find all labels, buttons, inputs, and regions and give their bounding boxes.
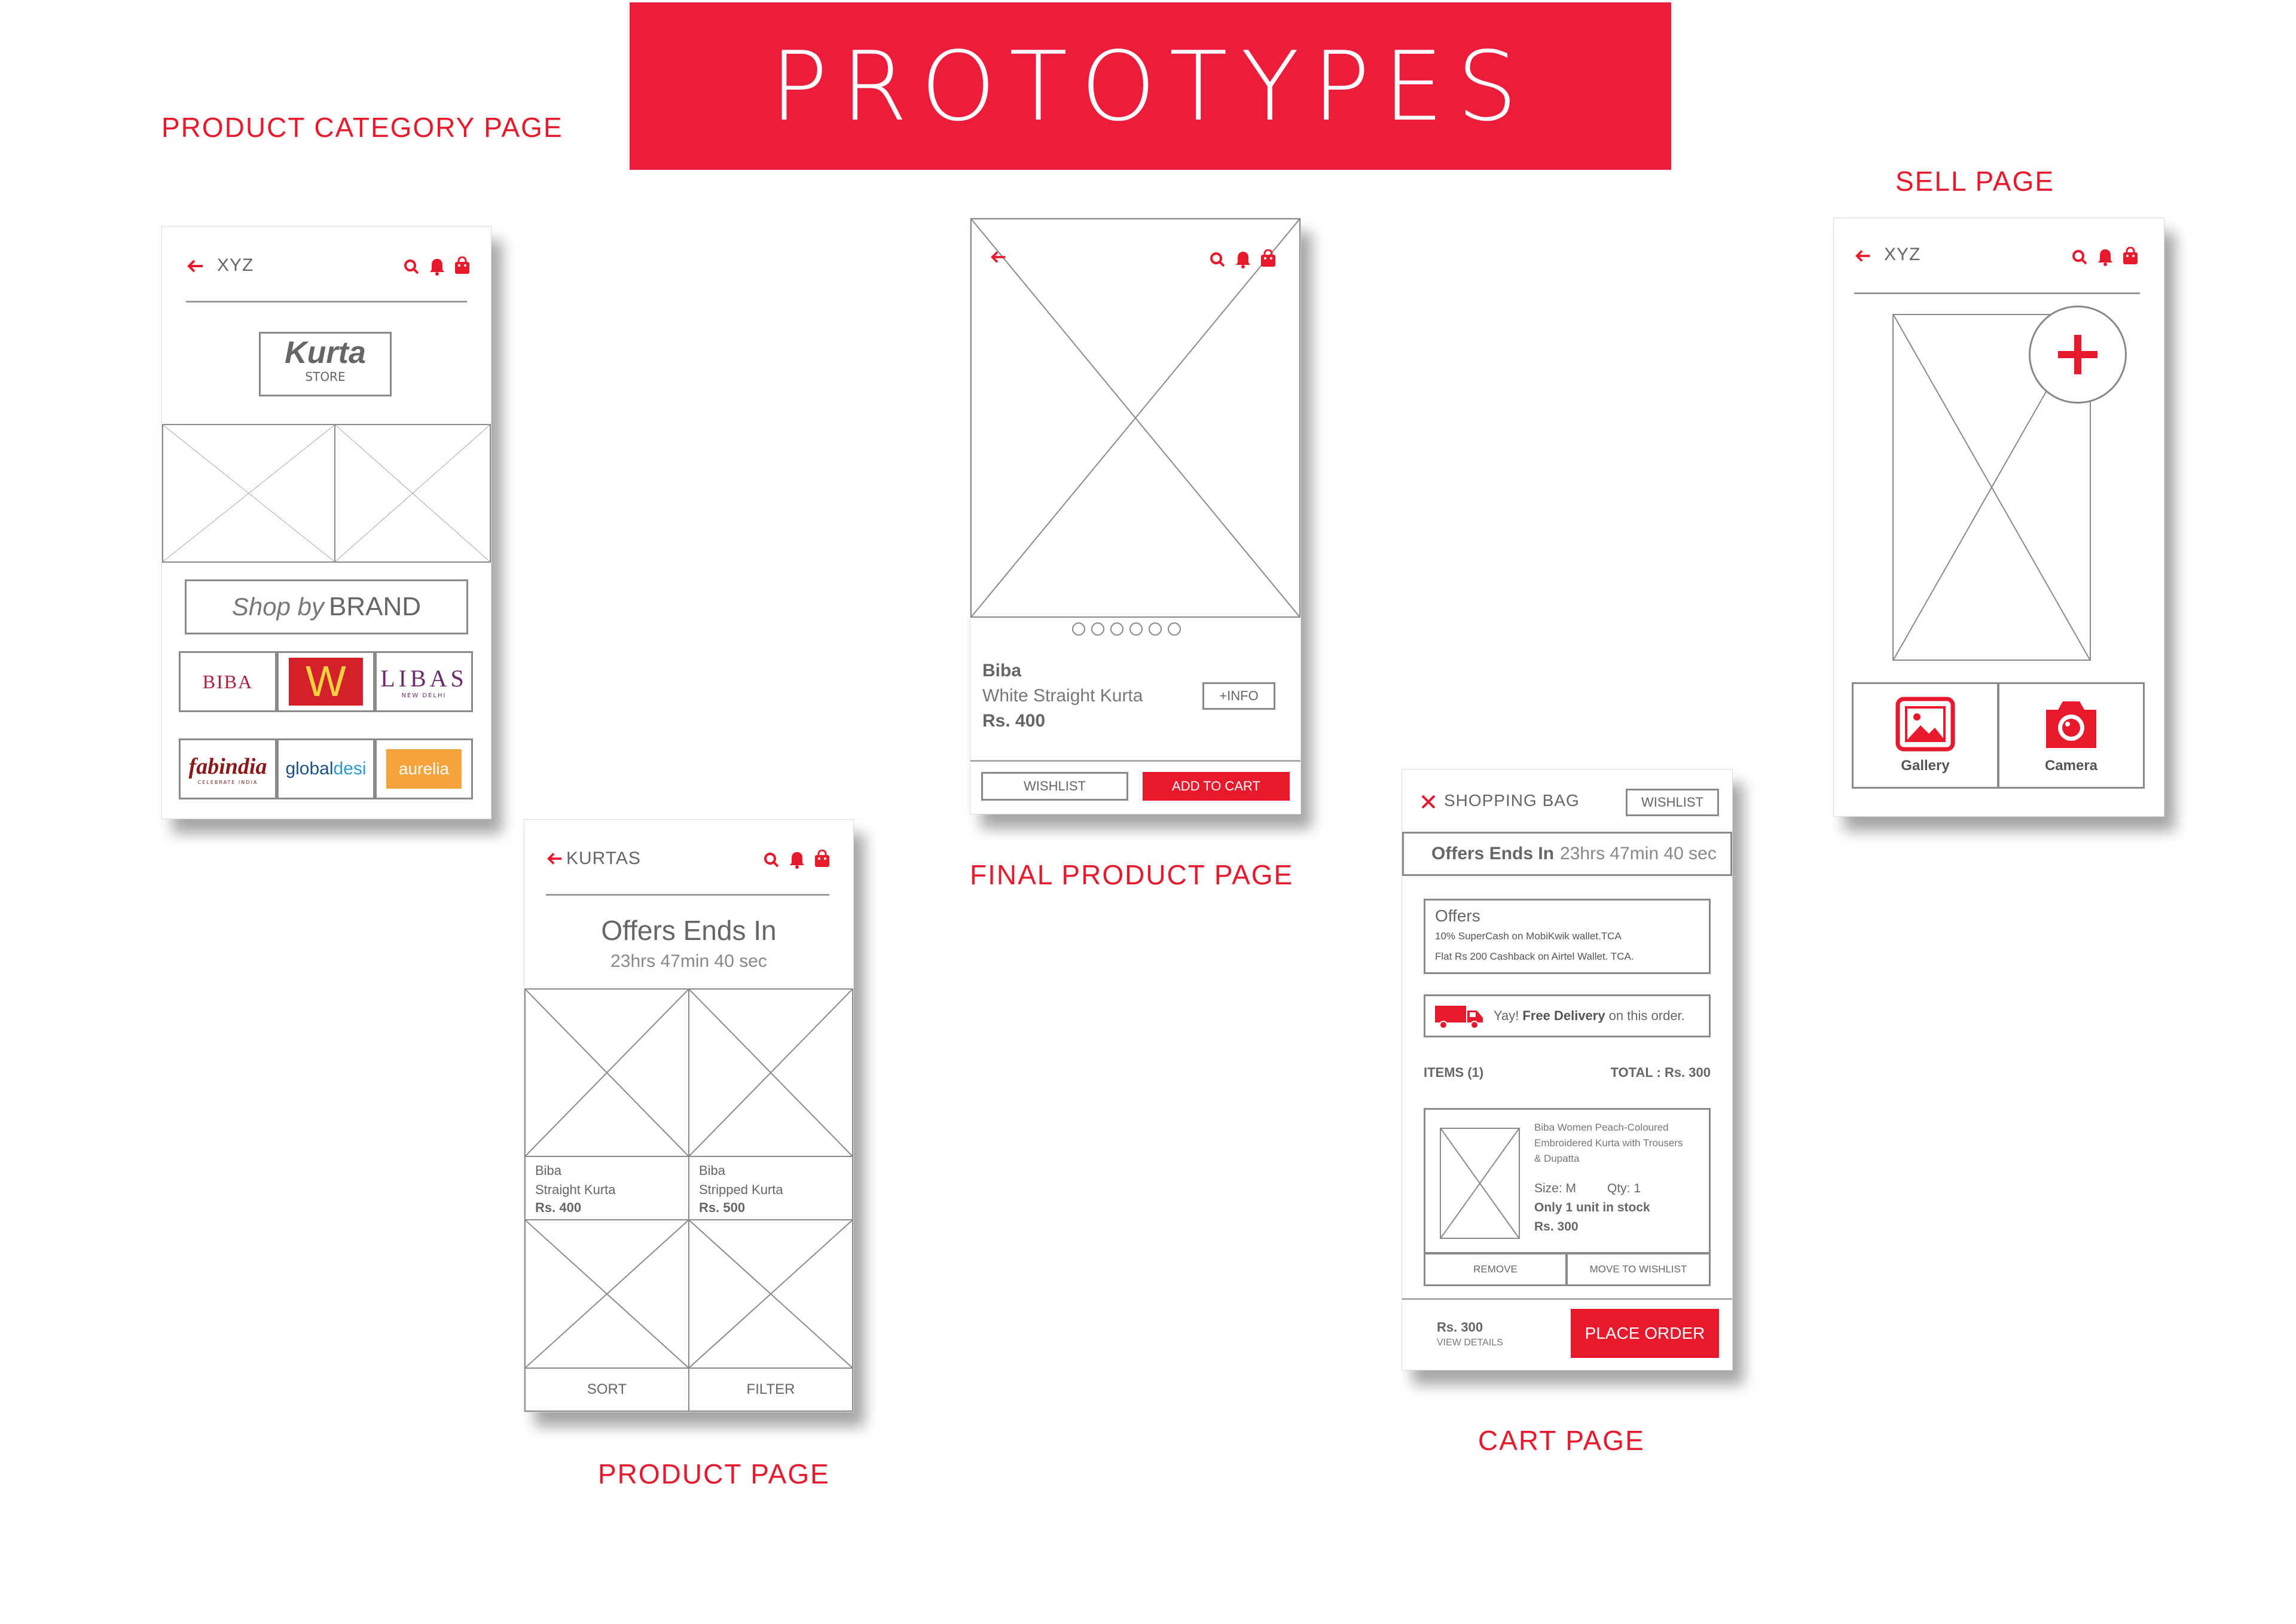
brand-tile-globaldesi[interactable] (277, 738, 375, 799)
brand-libas-sub: NEW DELHI (401, 692, 447, 699)
store-subtitle: STORE (305, 370, 346, 384)
brand-w: W (306, 658, 346, 706)
brand-fabindia-sub: CELEBRATE INDIA (197, 779, 258, 785)
carousel-dot[interactable] (1110, 622, 1123, 636)
bell-icon[interactable] (789, 851, 805, 869)
search-icon[interactable] (764, 852, 779, 868)
offers-title: Offers (1435, 906, 1480, 925)
product-price: Rs. 500 (699, 1200, 746, 1215)
back-arrow-icon[interactable] (546, 850, 564, 868)
final-brand: Biba (982, 661, 1022, 680)
product-price: Rs. 400 (535, 1200, 582, 1215)
cart-item-desc-2: Embroidered Kurta with Trousers (1534, 1137, 1683, 1149)
place-order-button[interactable]: PLACE ORDER (1571, 1309, 1719, 1358)
carousel-dot[interactable] (1168, 622, 1181, 636)
wishlist-button[interactable]: WISHLIST (981, 772, 1128, 801)
brand-tile-fabindia[interactable] (179, 738, 277, 799)
category-phone (161, 226, 491, 819)
sort-button[interactable]: SORT (524, 1367, 689, 1412)
plus-icon (2056, 332, 2100, 377)
cart-title: SHOPPING BAG (1444, 791, 1580, 810)
camera-label: Camera (2044, 758, 2098, 774)
final-product-name: White Straight Kurta (982, 686, 1143, 706)
product-card-info[interactable] (524, 1156, 689, 1220)
product-image-placeholder[interactable] (688, 1219, 853, 1369)
brand-aurelia-logo (386, 749, 462, 789)
back-arrow-icon[interactable] (1854, 247, 1872, 265)
category-app-name: XYZ (217, 255, 254, 275)
offers-box (1424, 899, 1711, 974)
sell-phone (1833, 218, 2164, 817)
gallery-label: Gallery (1901, 758, 1950, 774)
cart-item-image[interactable] (1440, 1128, 1520, 1239)
move-to-wishlist-button[interactable]: MOVE TO WISHLIST (1566, 1253, 1711, 1286)
brand-tile-aurelia[interactable] (375, 738, 473, 799)
cart-offer-countdown (1402, 832, 1732, 876)
product-card-info[interactable] (688, 1156, 853, 1220)
close-icon[interactable] (1420, 793, 1437, 810)
carousel-dots[interactable] (1072, 622, 1199, 643)
sell-app-name: XYZ (1884, 245, 1921, 264)
product-brand: Biba (535, 1163, 562, 1178)
gallery-icon (1895, 697, 1955, 752)
carousel-dot[interactable] (1129, 622, 1143, 636)
cart-item-stock: Only 1 unit in stock (1534, 1201, 1650, 1214)
search-icon[interactable] (2072, 249, 2087, 265)
brand-libas: LIBAS (380, 665, 468, 692)
banner-title: PROTOTYPES (770, 30, 1531, 142)
brand-tile-biba[interactable] (179, 651, 277, 712)
items-count: ITEMS (1) (1424, 1065, 1484, 1080)
footer-divider (970, 760, 1300, 762)
label-product-page: PRODUCT PAGE (598, 1458, 830, 1489)
filter-button[interactable]: FILTER (688, 1367, 853, 1412)
brand-tile-w[interactable] (277, 651, 375, 712)
gallery-button[interactable] (1852, 682, 1999, 789)
camera-icon (2041, 697, 2101, 752)
brand-global: global (285, 759, 334, 779)
back-arrow-icon[interactable] (186, 257, 205, 276)
remove-button[interactable]: REMOVE (1424, 1253, 1567, 1286)
label-cart-page: CART PAGE (1478, 1425, 1645, 1456)
banner-placeholder-2[interactable] (334, 424, 491, 563)
add-item-button[interactable] (2029, 306, 2127, 404)
cart-item (1424, 1108, 1711, 1254)
brand-desi: desi (333, 759, 367, 779)
delivery-bold: Free Delivery (1522, 1008, 1605, 1023)
banner-placeholder-1[interactable] (162, 424, 335, 563)
header-divider (186, 301, 467, 303)
brand-text: BRAND (329, 592, 422, 621)
product-hero-image[interactable] (970, 218, 1300, 618)
header-divider (546, 894, 829, 896)
cart-item-price: Rs. 300 (1534, 1220, 1578, 1234)
product-name: Straight Kurta (535, 1182, 616, 1197)
cart-item-qty: Qty: 1 (1607, 1182, 1641, 1195)
final-price: Rs. 400 (982, 711, 1046, 731)
final-phone (970, 218, 1301, 814)
delivery-pre: Yay! (1494, 1008, 1519, 1023)
bell-icon[interactable] (429, 258, 445, 276)
brand-biba: BIBA (202, 670, 254, 692)
brand-tile-libas[interactable] (375, 651, 473, 712)
cart-total: TOTAL : Rs. 300 (1610, 1065, 1711, 1080)
cart-item-size: Size: M (1534, 1182, 1577, 1195)
search-icon[interactable] (404, 259, 419, 274)
cart-item-desc-1: Biba Women Peach-Coloured (1534, 1122, 1669, 1133)
brand-aurelia: aurelia (398, 759, 450, 778)
cart-phone (1402, 769, 1733, 1370)
brand-w-logo (289, 658, 363, 706)
product-brand: Biba (699, 1163, 726, 1178)
search-icon[interactable] (1210, 252, 1225, 267)
bag-icon[interactable] (1260, 249, 1277, 267)
footer-divider (1402, 1298, 1732, 1300)
shop-by-brand-heading (185, 579, 468, 634)
cart-wishlist-button[interactable]: WISHLIST (1626, 789, 1719, 816)
product-back-title: KURTAS (566, 848, 641, 868)
bell-icon[interactable] (2097, 248, 2114, 266)
carousel-dot[interactable] (1091, 622, 1104, 636)
offer-line-2: Flat Rs 200 Cashback on Airtel Wallet. TCA. (1435, 951, 1634, 962)
cart-offer-time: 23hrs 47min 40 sec (1560, 844, 1717, 863)
carousel-dot[interactable] (1149, 622, 1162, 636)
product-image-placeholder[interactable] (524, 988, 689, 1157)
add-to-cart-button[interactable]: ADD TO CART (1143, 772, 1290, 801)
label-sell-page: SELL PAGE (1895, 166, 2055, 197)
label-final-product-page: FINAL PRODUCT PAGE (970, 859, 1294, 890)
product-image-placeholder[interactable] (524, 1219, 689, 1369)
store-title: Kurta (285, 335, 366, 370)
kurta-store-logo (259, 332, 392, 396)
prototypes-banner (630, 2, 1671, 170)
info-button[interactable]: +INFO (1202, 682, 1275, 710)
delivery-post: on this order. (1608, 1008, 1685, 1023)
offer-countdown: 23hrs 47min 40 sec (610, 951, 767, 971)
shop-by-text: Shop by (231, 593, 325, 621)
bottom-price: Rs. 300 (1437, 1320, 1483, 1335)
truck-icon (1434, 1002, 1485, 1030)
back-arrow-icon[interactable] (990, 248, 1007, 266)
product-name: Stripped Kurta (699, 1182, 783, 1197)
carousel-dot[interactable] (1072, 622, 1085, 636)
bag-icon[interactable] (2122, 247, 2139, 265)
free-delivery-box (1424, 994, 1711, 1037)
product-phone (524, 819, 854, 1412)
offer-title: Offers Ends In (601, 915, 777, 946)
bag-icon[interactable] (814, 850, 831, 868)
label-product-category-page: PRODUCT CATEGORY PAGE (161, 112, 563, 143)
product-image-placeholder[interactable] (688, 988, 853, 1157)
cart-offer-label: Offers Ends In (1431, 844, 1555, 863)
brand-fabindia: fabindia (188, 753, 267, 779)
offer-line-1: 10% SuperCash on MobiKwik wallet.TCA (1435, 930, 1622, 942)
bag-icon[interactable] (454, 257, 471, 274)
view-details-link[interactable]: VIEW DETAILS (1437, 1338, 1503, 1348)
header-divider (1854, 292, 2140, 294)
camera-button[interactable] (1998, 682, 2145, 789)
cart-item-desc-3: & Dupatta (1534, 1153, 1580, 1164)
bell-icon[interactable] (1235, 251, 1251, 268)
